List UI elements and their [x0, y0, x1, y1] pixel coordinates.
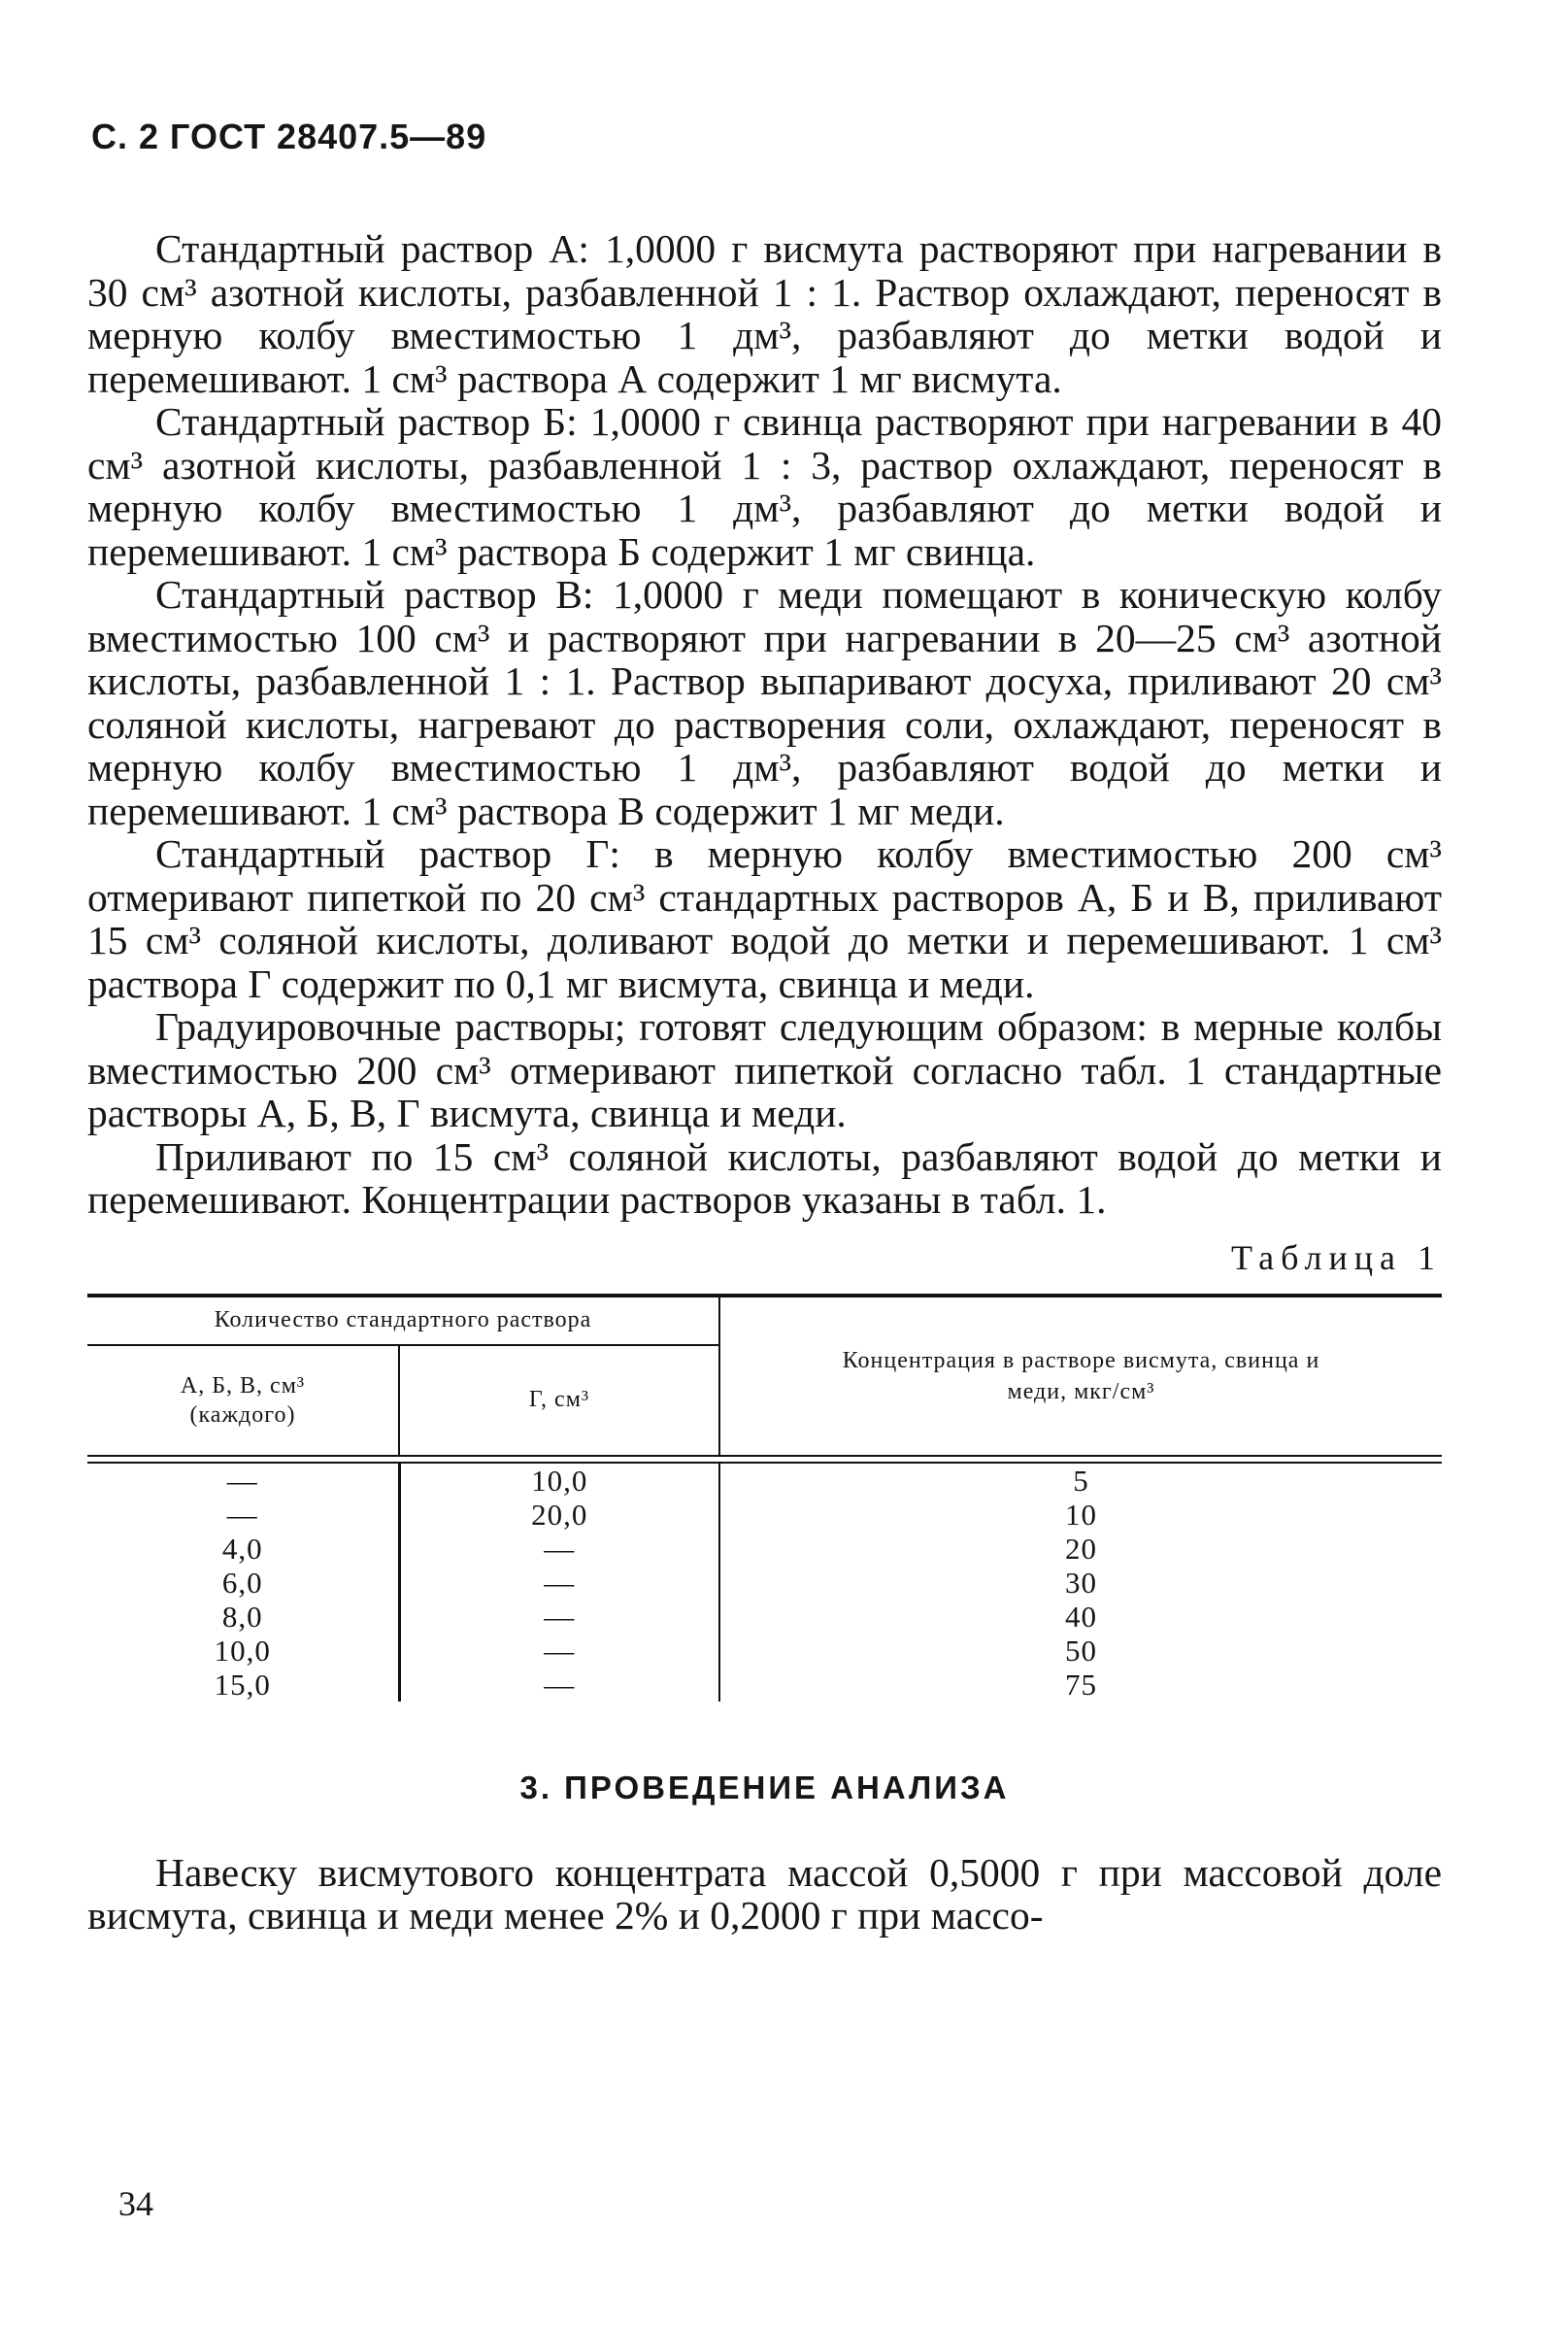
paragraph-solution-g: Стандартный раствор Г: в мерную колбу вместимостью 200 см³ отмеривают пипеткой по 20 см³ стандартных растворов А, Б и В, приливают 15 см³ соляной кислоты, доливают водой до метки и перемешивают. 1 см³ раствора Г содержит по 0,1 мг висмута, свинца и меди. [87, 831, 1442, 1006]
cell-g: — [399, 1600, 719, 1634]
table-row [87, 1668, 1442, 1702]
paragraph-analysis: Навеску висмутового концентрата массой 0,5000 г при массовой доле висмута, свинца и меди менее 2% и 0,2000 г при массо- [87, 1849, 1442, 1938]
table-header-abv-label: А, Б, В, см³ (каждого) [180, 1372, 306, 1428]
table-row [87, 1600, 1442, 1634]
cell-g: — [399, 1532, 719, 1566]
table-caption: Таблица 1 [1231, 1237, 1442, 1277]
cell-concentration: 75 [1065, 1667, 1097, 1702]
document-page [87, 117, 1442, 1938]
table-group-header: Количество стандартного раствора [87, 1296, 719, 1345]
cell-g: — [399, 1668, 719, 1702]
running-head: С. 2 ГОСТ 28407.5—89 [91, 117, 487, 156]
table-row [87, 1634, 1442, 1668]
cell-g: 20,0 [399, 1498, 719, 1532]
paragraph-add-acid: Приливают по 15 см³ соляной кислоты, разбавляют водой до метки и перемешивают. Концентрации растворов указаны в табл. 1. [87, 1133, 1442, 1222]
table-row [87, 1463, 1442, 1498]
cell-concentration: 30 [1065, 1565, 1097, 1600]
cell-abv: 4,0 [87, 1532, 399, 1566]
section-heading: 3. ПРОВЕДЕНИЕ АНАЛИЗА [519, 1769, 1010, 1805]
cell-g: — [399, 1634, 719, 1668]
paragraph-solution-b: Стандартный раствор Б: 1,0000 г свинца растворяют при нагревании в 40 см³ азотной кислоты, разбавленной 1 : 3, раствор охлаждают, переносят в мерную колбу вместимостью 1 дм³, разбавляют до метки водой и перемешивают. 1 см³ раствора Б содержит 1 мг свинца. [87, 399, 1442, 574]
cell-concentration: 5 [1073, 1463, 1089, 1498]
cell-concentration: 50 [1065, 1633, 1097, 1668]
table-row [87, 1566, 1442, 1600]
table-row [87, 1498, 1442, 1532]
paragraph-solution-a: Стандартный раствор А: 1,0000 г висмута растворяют при нагревании в 30 см³ азотной кислоты, разбавленной 1 : 1. Раствор охлаждают, переносят в мерную колбу вместимостью 1 дм³, разбавляют до метки водой и перемешивают. 1 см³ раствора А содержит 1 мг висмута. [87, 226, 1442, 401]
cell-g: 10,0 [399, 1463, 719, 1498]
cell-abv: 10,0 [87, 1634, 399, 1668]
concentration-table [87, 1294, 1442, 1702]
table-header-concentration-label: Концентрация в растворе висмута, свинца и меди, мкг/см³ [842, 1347, 1320, 1404]
cell-abv: — [87, 1463, 399, 1498]
table-header-rule [87, 1456, 1442, 1463]
cell-abv: — [87, 1498, 399, 1532]
table-header-g: Г, см³ [399, 1345, 719, 1456]
paragraph-calibration: Градуировочные растворы; готовят следующим образом: в мерные колбы вместимостью 200 см³ отмеривают пипеткой согласно табл. 1 стандартные растворы А, Б, В, Г висмута, свинца и меди. [87, 1004, 1442, 1135]
paragraph-solution-v: Стандартный раствор В: 1,0000 г меди помещают в коническую колбу вместимостью 100 см³ и растворяют при нагревании в 20—25 см³ азотной кислоты, разбавленной 1 : 1. Раствор выпаривают досуха, приливают 20 см³ соляной кислоты, нагревают до растворения соли, охлаждают, переносят в мерную колбу вместимостью 1 дм³, разбавляют водой до метки и перемешивают. 1 см³ раствора В содержит 1 мг меди. [87, 572, 1442, 833]
cell-g: — [399, 1566, 719, 1600]
page-number: 34 [118, 2184, 153, 2223]
double-rule [87, 1456, 1442, 1463]
cell-concentration: 20 [1065, 1531, 1097, 1566]
table-header-abv [87, 1345, 399, 1456]
table-row [87, 1532, 1442, 1566]
cell-concentration: 10 [1065, 1497, 1097, 1532]
cell-abv: 8,0 [87, 1600, 399, 1634]
table-header-concentration [719, 1296, 1442, 1456]
table-body [87, 1456, 1442, 1702]
cell-abv: 15,0 [87, 1668, 399, 1702]
cell-concentration: 40 [1065, 1599, 1097, 1634]
cell-abv: 6,0 [87, 1566, 399, 1600]
